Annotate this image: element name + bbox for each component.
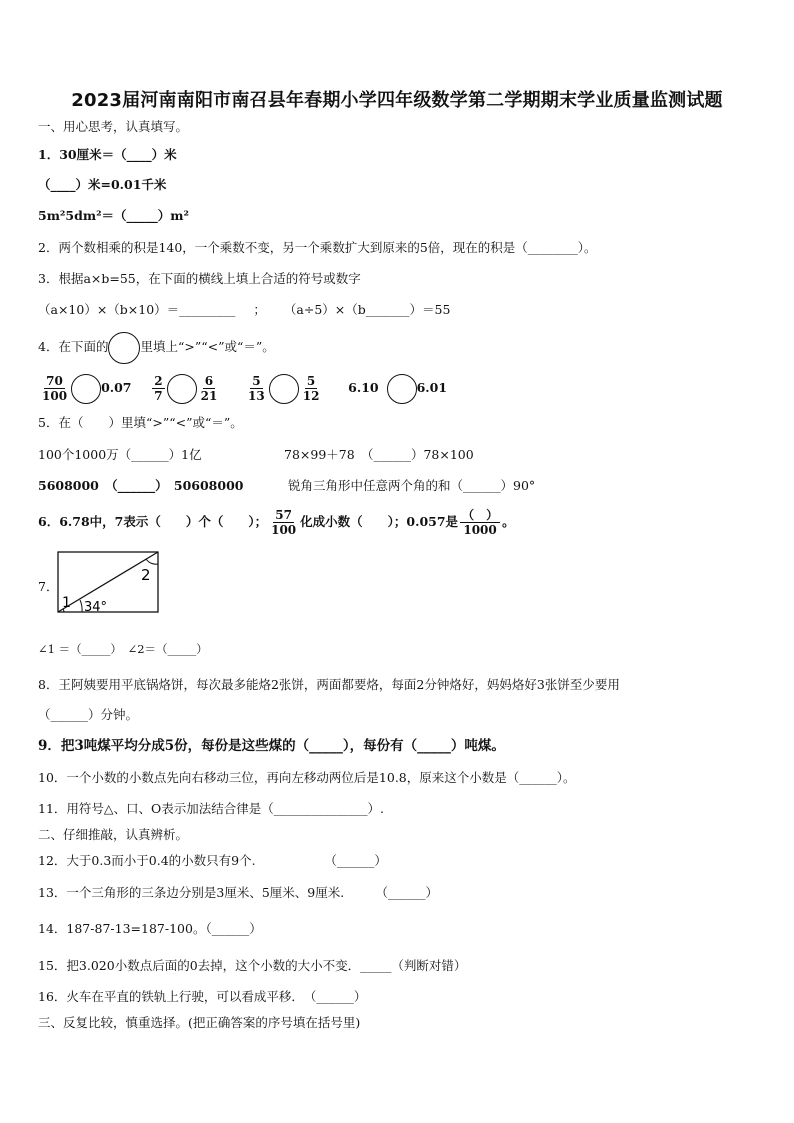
question-15: 15．把3.020小数点后面的0去掉，这个小数的大小不变．_____（判断对错） <box>38 958 467 973</box>
question-4 <box>38 331 275 364</box>
question-8-line1: 8．王阿姨要用平底锅烙饼，每次最多能烙2张饼，两面都要烙，每面2分钟烙好，妈妈烙好3张饼至少要用 <box>38 677 620 692</box>
angle-34-label: 34° <box>84 600 108 615</box>
answer-circle[interactable] <box>71 374 101 404</box>
fraction: $\frac{70}{100}$ <box>42 374 68 403</box>
question-7-number: 7． <box>38 579 59 594</box>
question-5-row2-right: 锐角三角形中任意两个角的和（______）90° <box>288 478 536 493</box>
question-6 <box>38 502 515 542</box>
question-13: 13．一个三角形的三条边分别是3厘米、5厘米、9厘米. （______） <box>38 885 438 900</box>
question-2: 2．两个数相乘的积是140，一个乘数不变，另一个乘数扩大到原来的5倍，现在的积是（________）。 <box>38 240 597 255</box>
question-11: 11．用符号△、口、O表示加法结合律是（_______________）. <box>38 801 384 816</box>
fraction: $\frac{5}{12}$ <box>302 374 320 403</box>
answer-circle[interactable] <box>269 374 299 404</box>
fraction: $\frac{5}{13}$ <box>248 374 265 403</box>
question-5-row1-left: 100个1000万（______）1亿 <box>38 447 202 462</box>
answer-circle[interactable] <box>387 374 417 404</box>
question-5-row2-left: 5608000 （______） 50608000 <box>38 478 244 493</box>
question-7-answer: ∠1 ＝（_____） ∠2＝（_____） <box>38 642 208 656</box>
question-1c: 5m²5dm²＝（_____）m² <box>38 208 189 223</box>
question-3-right: （a÷5）×（b_______）＝55 <box>283 302 451 317</box>
question-12: 12．大于0.3而小于0.4的小数只有9个. （______） <box>38 853 387 868</box>
fraction: $\frac{( )}{1000}$ <box>462 508 499 537</box>
question-14: 14．187-87-13=187-100。（______） <box>38 921 262 936</box>
section-1-heading: 一、用心思考，认真填写。 <box>38 119 189 134</box>
question-6-end: 。 <box>502 514 515 529</box>
section-2-heading: 二、仔细推敲，认真辨析。 <box>38 827 189 842</box>
section-3-heading: 三、反复比较，慎重选择。(把正确答案的序号填在括号里) <box>38 1015 361 1030</box>
compare-circle-icon <box>108 332 140 364</box>
question-4-prefix: 4．在下面的 <box>38 339 109 354</box>
question-5-row1-right: 78×99＋78 （______）78×100 <box>284 447 474 462</box>
angle-1-label: 1 <box>62 595 71 611</box>
page-title: 2023届河南南阳市南召县年春期小学四年级数学第二学期期末学业质量监测试题 <box>71 90 723 111</box>
question-1b: （____）米=0.01千米 <box>38 177 167 192</box>
question-10: 10．一个小数的小数点先向右移动三位，再向左移动两位后是10.8，原来这个小数是（______）。 <box>38 770 576 785</box>
question-8-line2: （______）分钟。 <box>38 707 139 722</box>
question-3-separator: ； <box>253 302 266 317</box>
fraction: $\frac{57}{100}$ <box>271 508 297 537</box>
question-3-left: （a×10）×（b×10）＝_________ <box>38 302 236 317</box>
question-6-part-b: 化成小数（ ）；0.057是 <box>300 514 459 529</box>
question-1a: 1．30厘米＝（____）米 <box>38 147 177 162</box>
question-3: 3．根据a×b=55，在下面的横线上填上合适的符号或数字 <box>38 271 361 286</box>
compare-value: 0.07 <box>101 380 132 395</box>
question-9: 9．把3吨煤平均分成5份，每份是这些煤的（_____），每份有（_____）吨煤。 <box>38 738 505 754</box>
fraction: $\frac{6}{21}$ <box>200 374 218 403</box>
compare-value: 6.01 <box>416 380 448 395</box>
rectangle-diagram <box>56 550 162 616</box>
question-6-part-a: 6．6.78中，7表示（ ）个（ ）； <box>38 514 268 529</box>
question-4-items <box>38 370 447 406</box>
angle-2-label: 2 <box>141 566 151 584</box>
question-16: 16．火车在平直的铁轨上行驶，可以看成平移． （______） <box>38 989 367 1004</box>
question-4-suffix: 里填上“>”“<”或“＝”。 <box>140 339 275 354</box>
answer-circle[interactable] <box>167 374 197 404</box>
fraction: $\frac{2}{7}$ <box>154 374 163 403</box>
compare-value: 6.10 <box>348 380 379 395</box>
question-3-blanks <box>38 301 450 319</box>
question-5: 5．在（ ）里填“>”“<”或“＝”。 <box>38 415 243 430</box>
